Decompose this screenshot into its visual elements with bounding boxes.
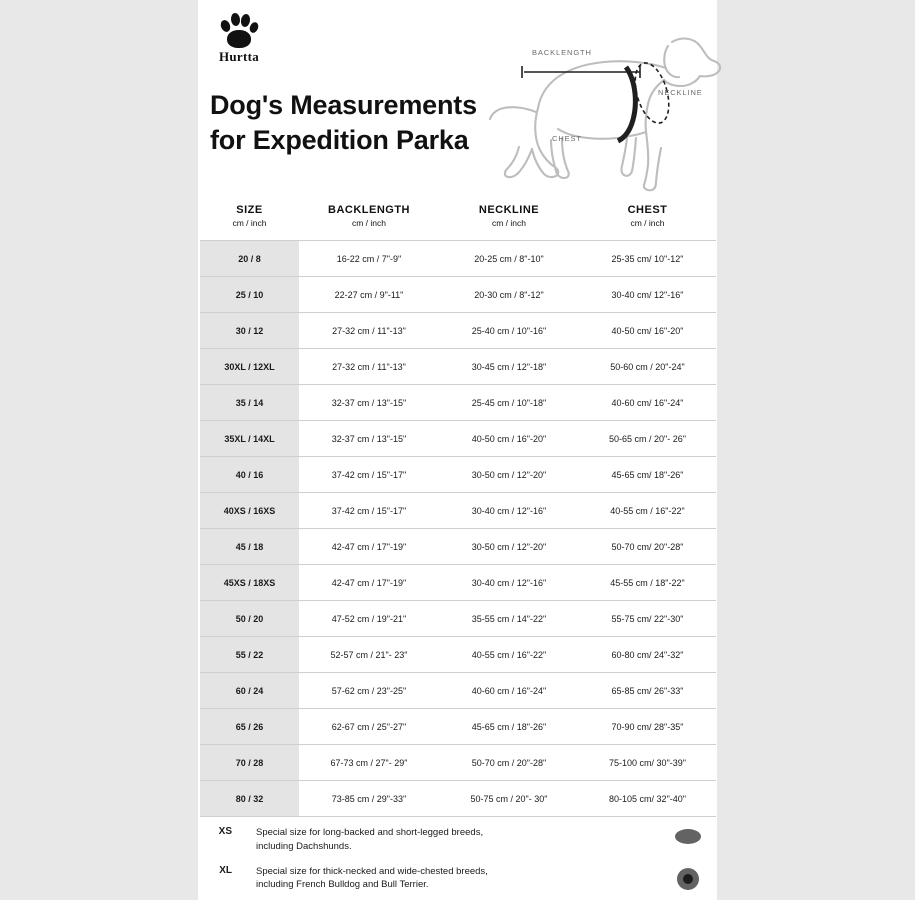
table-header-row bbox=[200, 204, 716, 241]
label-neckline: NECKLINE bbox=[658, 88, 703, 97]
cell-neckline: 30-40 cm / 12"-16" bbox=[439, 565, 579, 601]
column-header-chest-unit: cm / inch bbox=[630, 218, 665, 228]
footnotes bbox=[200, 826, 716, 903]
cell-chest: 50-60 cm / 20"-24" bbox=[579, 349, 716, 385]
cell-size: 65 / 26 bbox=[200, 709, 299, 745]
cell-size: 25 / 10 bbox=[200, 277, 299, 313]
cell-backlength: 62-67 cm / 25"-27" bbox=[299, 709, 439, 745]
column-header-neckline-unit: cm / inch bbox=[491, 218, 526, 228]
column-header-neckline-label: NECKLINE bbox=[478, 204, 540, 216]
brand-name: Hurtta bbox=[218, 49, 260, 64]
table-row bbox=[200, 601, 716, 637]
cell-chest: 40-60 cm/ 16"-24" bbox=[579, 385, 716, 421]
cell-size: 35 / 14 bbox=[200, 385, 299, 421]
cell-backlength: 67-73 cm / 27"- 29" bbox=[299, 745, 439, 781]
page-margin-right bbox=[717, 0, 915, 900]
table-row bbox=[200, 781, 716, 817]
cell-chest: 55-75 cm/ 22"-30" bbox=[579, 601, 716, 637]
footnote-xs-line-1: Special size for long-backed and short-legged breeds, bbox=[256, 827, 484, 838]
footnote-xl-text bbox=[256, 865, 660, 893]
column-header-neckline bbox=[439, 204, 579, 241]
cell-backlength: 32-37 cm / 13"-15" bbox=[299, 385, 439, 421]
cell-size: 80 / 32 bbox=[200, 781, 299, 817]
table-row bbox=[200, 745, 716, 781]
cell-backlength: 47-52 cm / 19"-21" bbox=[299, 601, 439, 637]
cell-size: 30XL / 12XL bbox=[200, 349, 299, 385]
cell-size: 40XS / 16XS bbox=[200, 493, 299, 529]
footnote-xs-line-2: including Dachshunds. bbox=[256, 840, 352, 852]
cell-neckline: 30-40 cm / 12"-16" bbox=[439, 493, 579, 529]
cell-size: 70 / 28 bbox=[200, 745, 299, 781]
cell-backlength: 52-57 cm / 21"- 23" bbox=[299, 637, 439, 673]
cell-backlength: 22-27 cm / 9"-11" bbox=[299, 277, 439, 313]
table-row bbox=[200, 241, 716, 277]
cell-backlength: 57-62 cm / 23"-25" bbox=[299, 673, 439, 709]
cell-size: 45 / 18 bbox=[200, 529, 299, 565]
cell-size: 55 / 22 bbox=[200, 637, 299, 673]
oval-round-icon bbox=[660, 865, 716, 890]
cell-neckline: 45-65 cm / 18"-26" bbox=[439, 709, 579, 745]
cell-chest: 40-55 cm / 16"-22" bbox=[579, 493, 716, 529]
cell-neckline: 30-50 cm / 12"-20" bbox=[439, 457, 579, 493]
table-row bbox=[200, 673, 716, 709]
page-title-line-1: Dog's Measurements bbox=[210, 90, 477, 120]
column-header-chest bbox=[579, 204, 716, 241]
cell-neckline: 25-40 cm / 10"-16" bbox=[439, 313, 579, 349]
page-title-line-2: for Expedition Parka bbox=[210, 124, 469, 155]
cell-size: 30 / 12 bbox=[200, 313, 299, 349]
cell-chest: 70-90 cm/ 28"-35" bbox=[579, 709, 716, 745]
cell-neckline: 35-55 cm / 14"-22" bbox=[439, 601, 579, 637]
column-header-backlength-unit: cm / inch bbox=[351, 218, 386, 228]
table-row bbox=[200, 565, 716, 601]
cell-chest: 45-55 cm / 18"-22" bbox=[579, 565, 716, 601]
footnote-xl-line-1: Special size for thick-necked and wide-chested breeds, bbox=[256, 865, 488, 877]
column-header-chest-label: CHEST bbox=[627, 204, 668, 216]
cell-neckline: 40-50 cm / 16"-20" bbox=[439, 421, 579, 457]
footnote-xs-text bbox=[256, 826, 660, 854]
cell-chest: 75-100 cm/ 30"-39" bbox=[579, 745, 716, 781]
cell-size: 50 / 20 bbox=[200, 601, 299, 637]
cell-neckline: 30-45 cm / 12"-18" bbox=[439, 349, 579, 385]
table-row bbox=[200, 421, 716, 457]
cell-chest: 50-65 cm / 20"- 26" bbox=[579, 421, 716, 457]
cell-chest: 25-35 cm/ 10"-12" bbox=[579, 241, 716, 277]
cell-chest: 40-50 cm/ 16"-20" bbox=[579, 313, 716, 349]
table-row bbox=[200, 313, 716, 349]
dog-illustration bbox=[440, 20, 725, 200]
table-row bbox=[200, 637, 716, 673]
cell-backlength: 37-42 cm / 15"-17" bbox=[299, 493, 439, 529]
table-row bbox=[200, 457, 716, 493]
cell-size: 20 / 8 bbox=[200, 241, 299, 277]
footnote-xs-key: XS bbox=[218, 826, 232, 837]
cell-backlength: 16-22 cm / 7"-9" bbox=[299, 241, 439, 277]
table-row bbox=[200, 349, 716, 385]
column-header-backlength-label: BACKLENGTH bbox=[328, 204, 410, 216]
cell-chest: 50-70 cm/ 20"-28" bbox=[579, 529, 716, 565]
cell-neckline: 50-70 cm / 20"-28" bbox=[439, 745, 579, 781]
footnote-xl-key: XL bbox=[219, 864, 232, 876]
cell-chest: 45-65 cm/ 18"-26" bbox=[579, 457, 716, 493]
cell-neckline: 20-25 cm / 8"-10" bbox=[439, 241, 579, 277]
brand-logo bbox=[204, 6, 274, 76]
cell-neckline: 25-45 cm / 10"-18" bbox=[439, 385, 579, 421]
label-backlength: BACKLENGTH bbox=[532, 48, 592, 57]
cell-size: 45XS / 18XS bbox=[200, 565, 299, 601]
table-row bbox=[200, 277, 716, 313]
footnote-xs bbox=[200, 826, 716, 854]
cell-size: 35XL / 14XL bbox=[200, 421, 299, 457]
cell-chest: 60-80 cm/ 24"-32" bbox=[579, 637, 716, 673]
oval-flat-icon bbox=[660, 826, 716, 844]
cell-backlength: 73-85 cm / 29"-33" bbox=[299, 781, 439, 817]
dog-outline-svg bbox=[440, 20, 725, 200]
measurements-table bbox=[200, 204, 716, 817]
table-body bbox=[200, 241, 716, 817]
footnote-xl bbox=[200, 865, 716, 893]
table-row bbox=[200, 529, 716, 565]
cell-backlength: 37-42 cm / 15"-17" bbox=[299, 457, 439, 493]
cell-chest: 30-40 cm/ 12"-16" bbox=[579, 277, 716, 313]
cell-backlength: 27-32 cm / 11"-13" bbox=[299, 313, 439, 349]
cell-size: 40 / 16 bbox=[200, 457, 299, 493]
cell-backlength: 32-37 cm / 13"-15" bbox=[299, 421, 439, 457]
cell-neckline: 40-60 cm / 16"-24" bbox=[439, 673, 579, 709]
page-margin-left bbox=[0, 0, 198, 900]
table-row bbox=[200, 385, 716, 421]
cell-neckline: 40-55 cm / 16"-22" bbox=[439, 637, 579, 673]
footnote-xl-line-2: including French Bulldog and Bull Terrier. bbox=[256, 879, 429, 891]
cell-neckline: 30-50 cm / 12"-20" bbox=[439, 529, 579, 565]
cell-backlength: 27-32 cm / 11"-13" bbox=[299, 349, 439, 385]
column-header-backlength bbox=[299, 204, 439, 241]
cell-neckline: 50-75 cm / 20"- 30" bbox=[439, 781, 579, 817]
table-row bbox=[200, 493, 716, 529]
cell-size: 60 / 24 bbox=[200, 673, 299, 709]
paw-print-icon bbox=[219, 12, 259, 48]
cell-neckline: 20-30 cm / 8"-12" bbox=[439, 277, 579, 313]
label-chest: CHEST bbox=[552, 134, 582, 143]
table-row bbox=[200, 709, 716, 745]
cell-backlength: 42-47 cm / 17"-19" bbox=[299, 565, 439, 601]
cell-chest: 80-105 cm/ 32"-40" bbox=[579, 781, 716, 817]
cell-backlength: 42-47 cm / 17"-19" bbox=[299, 529, 439, 565]
column-header-size bbox=[200, 204, 299, 241]
column-header-size-label: SIZE bbox=[236, 204, 263, 216]
cell-chest: 65-85 cm/ 26"-33" bbox=[579, 673, 716, 709]
column-header-size-unit: cm / inch bbox=[232, 218, 267, 228]
